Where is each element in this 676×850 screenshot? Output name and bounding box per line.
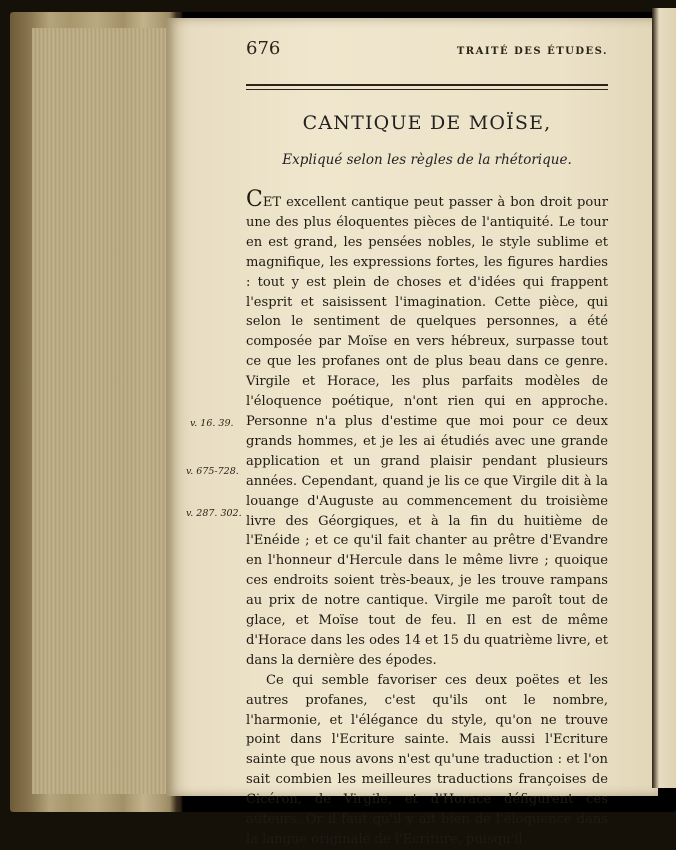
page-header — [246, 38, 608, 64]
initial-letter: C — [246, 187, 263, 212]
paragraph-2: Ce qui semble favoriser ces deux poëtes et les autres profanes, c'est qu'ils ont le nombre, l'harmonie, et l'élégance du style, qu'on ne trouve point dans l'Ecriture sainte. Mais aussi l'Ecriture sainte que nous avons n'est qu'une traduction : et l'on sait combien les meilleures traductions françoises de Cicéron, de Virgile, et d'Horace défigurent ces auteurs. Or il faut qu'il y ait bien de l'éloquence dans la langue originale de l'Ecriture, puisqu'il — [246, 672, 608, 847]
margin-note: v. 287. 302. — [186, 508, 242, 519]
chapter-subtitle: Expliqué selon les règles de la rhétorique. — [282, 152, 572, 168]
page-edges — [32, 28, 168, 794]
margin-note: v. 16. 39. — [190, 418, 234, 429]
body-text — [246, 187, 608, 850]
facing-page-edge — [652, 8, 676, 788]
running-head: TRAITÉ DES ÉTUDES. — [456, 46, 608, 57]
chapter-title: CANTIQUE DE MOÏSE, — [302, 112, 552, 134]
paragraph-1-text: ET excellent cantique peut passer à bon droit pour une des plus éloquentes pièces de l'antiquité. Le tour en est grand, les pensées nobles, le style sublime et magnifique, les expressions fortes, les figures hardies : tout y est plein de choses et d'idées qui frappent l'esprit et saisissent l'imagination. Cette pièce, qui selon le sentiment de quelques personnes, a été composée par Moïse en vers hébreux, surpasse tout ce que les profanes ont de plus beau dans ce genre. Virgile et Horace, les plus parfaits modèles de l'éloquence poétique, n'ont rien qui en approche. Personne n'a plus d'estime que moi pour ce deux grands hommes, et je les ai étudiés avec une grande application et un grand plaisir pendant plusieurs années. Cependant, quand je lis ce que Virgile dit à la louange d'Auguste au commencement du troisième livre des Géorgiques, et à la fin du huitième de l'Enéide ; et ce qu'il fait chanter au prêtre d'Evandre en l'honneur d'Hercule dans le même livre ; quoique ces endroits soient très-beaux, je les trouve rampans au prix de notre cantique. Virgile me paroît tout de glace, et Moïse tout de feu. Il en est de même d'Horace dans les odes 14 et 15 du quatrième livre, et dans la dernière des épodes. — [246, 195, 608, 668]
paragraph-1 — [246, 187, 608, 671]
page-number: 676 — [246, 38, 281, 59]
margin-note: v. 675-728. — [186, 466, 239, 477]
header-rule — [246, 84, 608, 90]
